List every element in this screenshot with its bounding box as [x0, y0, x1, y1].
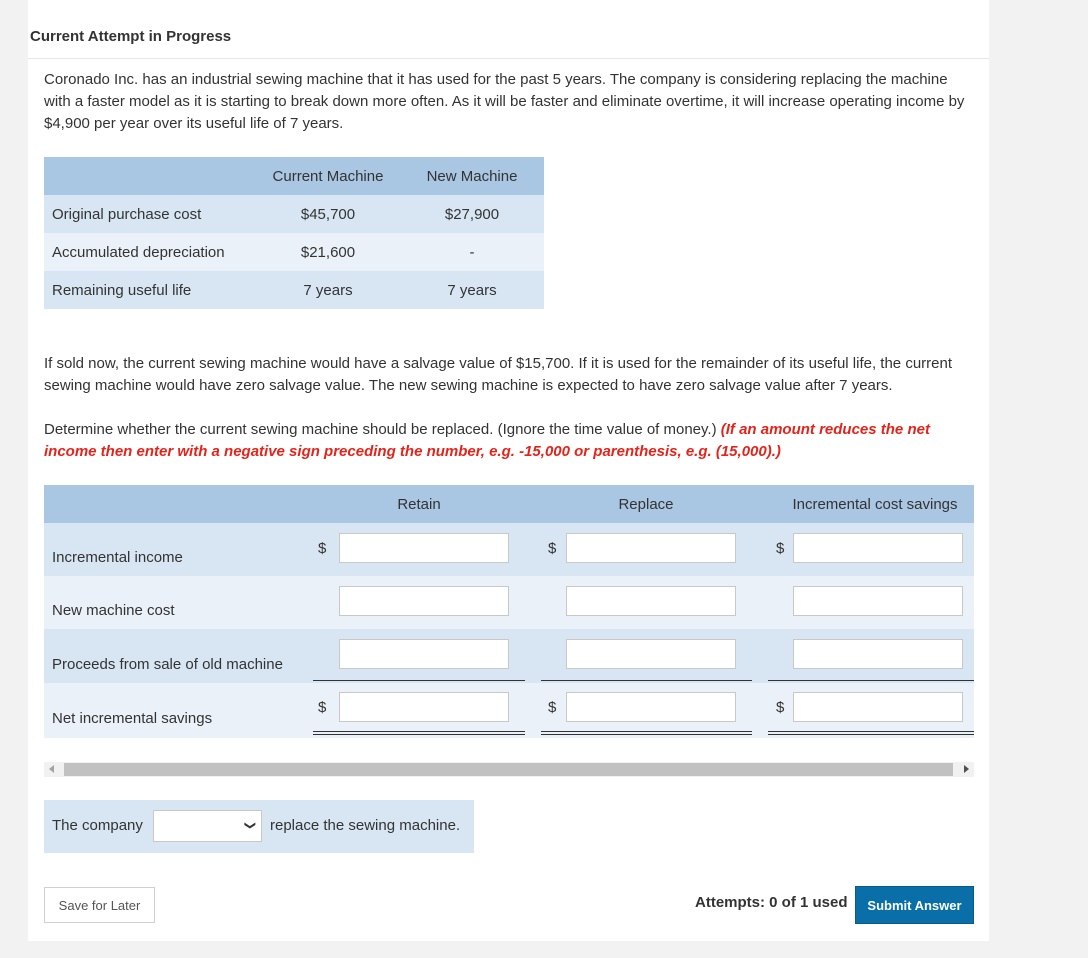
- replace-incremental-income-input[interactable]: [566, 533, 736, 563]
- currency-symbol: $: [776, 540, 785, 557]
- new-value: $27,900: [444, 206, 500, 223]
- row-label: Incremental income: [52, 549, 183, 566]
- chevron-down-icon: ❯: [243, 820, 256, 831]
- current-value: 7 years: [303, 282, 353, 299]
- row-label: New machine cost: [52, 602, 175, 619]
- conclusion-select[interactable]: [153, 810, 262, 842]
- savings-net-savings-input[interactable]: [793, 692, 963, 722]
- current-value: $45,700: [300, 206, 356, 223]
- subtotal-line: [313, 680, 525, 681]
- subtotal-line: [768, 680, 974, 681]
- table-row: [44, 629, 974, 683]
- attempts-counter: Attempts: 0 of 1 used: [695, 894, 848, 911]
- retain-net-savings-input[interactable]: [339, 692, 509, 722]
- instructions-hint: (If an amount reduces the net income then enter with a negative sign preceding the number, e.g. -15,000 or parenthesis, e.g. (15,000).): [44, 421, 930, 460]
- header-retain: Retain: [397, 496, 441, 513]
- scroll-left-icon[interactable]: [49, 765, 54, 773]
- currency-symbol: $: [776, 699, 785, 716]
- salvage-text: If sold now, the current sewing machine would have a salvage value of $15,700. If it is used for the remainder of its useful life, the current sewing machine would have zero salvage value. The new sewing machine is expected to have zero salvage value after 7 years.: [44, 355, 953, 394]
- header-incremental-cost-savings: Incremental cost savings: [792, 496, 958, 513]
- conclusion-suffix: replace the sewing machine.: [270, 817, 461, 834]
- machine-table: [44, 157, 544, 309]
- total-double-line: [768, 731, 974, 735]
- row-label: Proceeds from sale of old machine: [52, 656, 283, 673]
- header-replace: Replace: [618, 496, 674, 513]
- answer-table: [44, 485, 974, 738]
- replace-new-machine-cost-input[interactable]: [566, 586, 736, 616]
- conclusion-prefix: The company: [52, 817, 143, 834]
- table-row: [44, 195, 544, 233]
- question-intro: Coronado Inc. has an industrial sewing machine that it has used for the past 5 years. The company is considering replacing the machine with a faster model as it is starting to break down more often. As it will be faster and eliminate overtime, it will increase operating income by $4,900 per year over its useful life of 7 years.: [44, 71, 965, 132]
- scroll-right-icon[interactable]: [964, 765, 969, 773]
- savings-proceeds-input[interactable]: [793, 639, 963, 669]
- header-current-machine: Current Machine: [272, 168, 384, 185]
- table-row: [44, 523, 974, 576]
- retain-incremental-income-input[interactable]: [339, 533, 509, 563]
- answer-table-header: [44, 485, 974, 523]
- replace-proceeds-input[interactable]: [566, 639, 736, 669]
- table-row: [44, 233, 544, 271]
- question-card: [28, 0, 989, 941]
- header-new-machine: New Machine: [426, 168, 518, 185]
- horizontal-scrollbar[interactable]: [44, 762, 974, 777]
- total-double-line: [541, 731, 752, 735]
- savings-new-machine-cost-input[interactable]: [793, 586, 963, 616]
- current-value: $21,600: [300, 244, 356, 261]
- savings-incremental-income-input[interactable]: [793, 533, 963, 563]
- new-value: 7 years: [447, 282, 497, 299]
- row-label: Original purchase cost: [52, 206, 202, 223]
- retain-new-machine-cost-input[interactable]: [339, 586, 509, 616]
- row-label: Remaining useful life: [52, 282, 192, 299]
- table-row: [44, 271, 544, 309]
- conclusion-row: [44, 800, 474, 853]
- save-for-later-button[interactable]: Save for Later: [44, 887, 155, 923]
- currency-symbol: $: [318, 540, 327, 557]
- instructions: [44, 419, 974, 463]
- currency-symbol: $: [548, 699, 557, 716]
- scrollbar-thumb[interactable]: [64, 763, 953, 776]
- submit-answer-button[interactable]: Submit Answer: [855, 886, 974, 924]
- new-value: -: [469, 244, 475, 261]
- total-double-line: [313, 731, 525, 735]
- retain-proceeds-input[interactable]: [339, 639, 509, 669]
- instructions-main: Determine whether the current sewing machine should be replaced. (Ignore the time value of money.): [44, 421, 721, 438]
- divider: [28, 58, 989, 59]
- row-label: Net incremental savings: [52, 710, 213, 727]
- attempt-title: Current Attempt in Progress: [30, 28, 232, 45]
- subtotal-line: [541, 680, 752, 681]
- row-label: Accumulated depreciation: [52, 244, 225, 261]
- currency-symbol: $: [548, 540, 557, 557]
- currency-symbol: $: [318, 699, 327, 716]
- table-row: [44, 576, 974, 629]
- replace-net-savings-input[interactable]: [566, 692, 736, 722]
- machine-table-header: [44, 157, 544, 195]
- table-row: [44, 683, 974, 738]
